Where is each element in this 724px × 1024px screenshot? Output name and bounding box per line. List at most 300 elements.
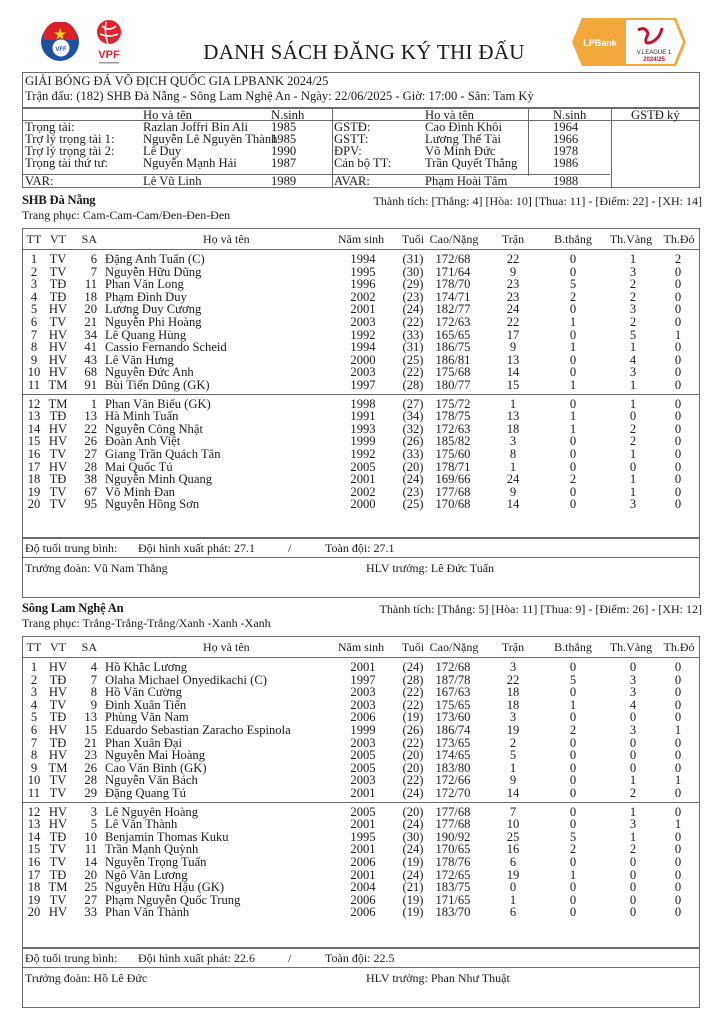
shirt-number-cell: 7 <box>90 672 97 687</box>
goals-cell: 0 <box>569 264 577 279</box>
height-weight-cell: 178/75 <box>435 409 471 424</box>
shirt-number-cell: 21 <box>84 735 97 750</box>
position-cell: TĐ <box>49 277 67 292</box>
player-name-cell: Lương Duy Cương <box>105 302 202 317</box>
matches-cell: 9 <box>509 264 517 279</box>
shirt-number-cell: 14 <box>84 854 97 869</box>
matches-cell: 7 <box>509 804 517 819</box>
column-header-hw: Cao/Nặng <box>429 640 479 654</box>
player-name-cell: Nguyễn Phi Hoàng <box>105 314 202 329</box>
red-cards-cell: 0 <box>674 484 682 499</box>
player-row <box>23 787 699 800</box>
team-name-home: SHB Đà Nẵng <box>22 193 96 207</box>
position-cell: TV <box>49 446 67 461</box>
yellow-cards-cell: 2 <box>629 289 637 304</box>
red-cards-cell: 0 <box>674 314 682 329</box>
team-record-home: Thành tích: [Thắng: 4] [Hòa: 10] [Thua: 11] - [Điểm: 22] - [XH: 14] <box>373 194 702 208</box>
yellow-cards-cell: 1 <box>629 340 637 355</box>
birth-year-cell: 2003 <box>350 697 376 712</box>
age-cell: (21) <box>402 880 424 895</box>
head-coach: HLV trưởng: Phan Như Thuật <box>366 971 510 985</box>
shirt-number-cell: 9 <box>90 697 97 712</box>
roster-body <box>23 250 699 511</box>
position-cell: HV <box>48 421 68 436</box>
player-number-cell: 16 <box>27 854 41 869</box>
height-weight-cell: 173/60 <box>435 710 471 725</box>
height-weight-cell: 172/66 <box>435 773 471 788</box>
official-name: Nguyễn Lê Nguyên Thành <box>143 132 278 146</box>
column-header-year: Năm sinh <box>337 232 385 246</box>
age-cell: (24) <box>402 842 424 857</box>
goals-cell: 0 <box>569 302 577 317</box>
goals-cell: 0 <box>569 748 577 763</box>
red-cards-cell: 0 <box>674 748 682 763</box>
yellow-cards-cell: 2 <box>629 785 637 800</box>
shirt-number-cell: 20 <box>84 302 97 317</box>
starters-subs-divider <box>23 802 699 803</box>
position-cell: HV <box>48 434 68 449</box>
red-cards-cell: 0 <box>674 365 682 380</box>
height-weight-cell: 175/68 <box>435 365 471 380</box>
player-name-cell: Lê Nguyên Hoàng <box>105 804 199 819</box>
player-number-cell: 17 <box>27 867 41 882</box>
matches-cell: 18 <box>506 421 520 436</box>
shirt-number-cell: 1 <box>90 396 97 411</box>
team-manager: Trưởng đoàn: Vũ Nam Thắng <box>25 561 168 575</box>
red-cards-cell: 0 <box>674 785 682 800</box>
matches-cell: 13 <box>506 352 520 367</box>
age-cell: (22) <box>402 735 424 750</box>
player-row <box>23 498 699 511</box>
matches-cell: 19 <box>506 722 520 737</box>
player-name-cell: Bùi Tiến Dũng (GK) <box>105 377 210 392</box>
player-name-cell: Hà Minh Tuấn <box>105 409 179 424</box>
birth-year-cell: 2004 <box>350 880 376 895</box>
age-cell: (34) <box>402 409 424 424</box>
shirt-number-cell: 29 <box>84 785 97 800</box>
matches-cell: 6 <box>509 905 517 920</box>
matches-cell: 19 <box>506 867 520 882</box>
yellow-cards-cell: 2 <box>629 434 637 449</box>
yellow-cards-cell: 3 <box>629 722 637 737</box>
yellow-cards-cell: 1 <box>629 829 637 844</box>
player-number-cell: 15 <box>27 434 41 449</box>
height-weight-cell: 171/65 <box>435 892 471 907</box>
roster-header <box>23 229 699 250</box>
competition-name: GIẢI BÓNG ĐÁ VÔ ĐỊCH QUỐC GIA LPBANK 2024/25 <box>25 74 329 88</box>
birth-year-cell: 1991 <box>350 409 376 424</box>
yellow-cards-cell: 4 <box>629 697 637 712</box>
goals-cell: 0 <box>569 396 577 411</box>
red-cards-cell: 0 <box>674 472 682 487</box>
official-year: 1978 <box>553 144 579 158</box>
player-row <box>23 278 699 291</box>
yellow-cards-cell: 0 <box>629 710 637 725</box>
matches-cell: 0 <box>509 880 517 895</box>
officials-header-year: N.sinh <box>271 108 305 122</box>
birth-year-cell: 2003 <box>350 735 376 750</box>
shirt-number-cell: 26 <box>84 760 97 775</box>
player-number-cell: 5 <box>30 710 38 725</box>
matches-cell: 10 <box>506 817 520 832</box>
goals-cell: 0 <box>569 497 577 512</box>
page-title: DANH SÁCH ĐĂNG KÝ THI ĐẤU <box>203 40 525 64</box>
shirt-number-cell: 13 <box>84 710 97 725</box>
column-header-vt: VT <box>50 640 66 654</box>
height-weight-cell: 174/71 <box>435 289 471 304</box>
player-name-cell: Ngô Văn Lương <box>105 867 188 882</box>
yellow-cards-cell: 2 <box>629 314 637 329</box>
birth-year-cell: 2005 <box>350 459 376 474</box>
birth-year-cell: 2001 <box>350 842 376 857</box>
position-cell: TĐ <box>49 710 67 725</box>
red-cards-cell: 0 <box>674 829 682 844</box>
matches-cell: 8 <box>509 446 517 461</box>
goals-cell: 0 <box>569 434 577 449</box>
officials-header-name: Họ và tên <box>143 108 192 122</box>
roster-header <box>23 637 699 658</box>
roster-body <box>23 658 699 919</box>
match-info-box <box>22 72 700 108</box>
official-year: 1990 <box>271 144 297 158</box>
yellow-cards-cell: 1 <box>629 252 637 266</box>
matches-cell: 18 <box>506 697 520 712</box>
goals-cell: 1 <box>569 409 577 424</box>
official-name: Lương Thế Tài <box>425 132 501 146</box>
column-header-sa: SA <box>81 232 97 246</box>
birth-year-cell: 2005 <box>350 804 376 819</box>
height-weight-cell: 186/75 <box>435 340 471 355</box>
goals-cell: 0 <box>569 817 577 832</box>
shirt-number-cell: 4 <box>90 660 97 674</box>
age-cell: (29) <box>402 277 424 292</box>
shirt-number-cell: 13 <box>84 409 97 424</box>
age-cell: (30) <box>402 829 424 844</box>
team-kit-away: Trang phục: Trắng-Trắng-Trắng/Xanh -Xanh -Xanh <box>22 616 271 630</box>
red-cards-cell: 0 <box>674 867 682 882</box>
player-name-cell: Giang Trần Quách Tân <box>105 446 221 461</box>
column-header-matches: Trận <box>501 640 525 654</box>
position-cell: TV <box>49 854 67 869</box>
red-cards-cell: 0 <box>674 804 682 819</box>
yellow-cards-cell: 0 <box>629 854 637 869</box>
column-header-red: Th.Đỏ <box>663 232 695 246</box>
red-cards-cell: 0 <box>674 409 682 424</box>
red-cards-cell: 0 <box>674 396 682 411</box>
player-name-cell: Lê Quang Hùng <box>105 327 187 342</box>
official-name: Cao Đình Khôi <box>425 120 502 134</box>
height-weight-cell: 183/75 <box>435 880 471 895</box>
player-number-cell: 12 <box>27 804 41 819</box>
player-name-cell: Phạm Nguyễn Quốc Trung <box>105 892 241 907</box>
position-cell: TM <box>48 377 68 392</box>
birth-year-cell: 2002 <box>350 484 376 499</box>
player-number-cell: 8 <box>30 340 38 355</box>
yellow-cards-cell: 3 <box>629 264 637 279</box>
red-cards-cell: 2 <box>674 252 682 266</box>
yellow-cards-cell: 0 <box>629 867 637 882</box>
matches-cell: 3 <box>509 710 517 725</box>
matches-cell: 14 <box>506 365 520 380</box>
red-cards-cell: 0 <box>674 854 682 869</box>
player-row <box>23 473 699 486</box>
position-cell: HV <box>48 804 68 819</box>
goals-cell: 0 <box>569 459 577 474</box>
player-number-cell: 7 <box>30 327 38 342</box>
red-cards-cell: 1 <box>674 722 682 737</box>
position-cell: TĐ <box>49 867 67 882</box>
position-cell: TĐ <box>49 409 67 424</box>
matches-cell: 13 <box>506 409 520 424</box>
height-weight-cell: 172/63 <box>435 314 471 329</box>
red-cards-cell: 0 <box>674 340 682 355</box>
red-cards-cell: 0 <box>674 880 682 895</box>
birth-year-cell: 2001 <box>350 660 376 674</box>
birth-year-cell: 2006 <box>350 710 376 725</box>
goals-cell: 0 <box>569 854 577 869</box>
goals-cell: 5 <box>569 829 577 844</box>
shirt-number-cell: 21 <box>84 314 97 329</box>
player-number-cell: 17 <box>27 459 41 474</box>
matches-cell: 9 <box>509 773 517 788</box>
age-cell: (27) <box>402 396 424 411</box>
column-header-yellow: Th.Vàng <box>609 640 653 654</box>
birth-year-cell: 2003 <box>350 314 376 329</box>
shirt-number-cell: 33 <box>84 905 97 920</box>
red-cards-cell: 0 <box>674 672 682 687</box>
official-role: GSTĐ: <box>334 120 371 134</box>
matches-cell: 1 <box>509 396 517 411</box>
birth-year-cell: 1992 <box>350 446 376 461</box>
matches-cell: 18 <box>506 685 520 700</box>
shirt-number-cell: 28 <box>84 459 97 474</box>
column-header-yellow: Th.Vàng <box>609 232 653 246</box>
player-number-cell: 13 <box>27 817 41 832</box>
goals-cell: 0 <box>569 880 577 895</box>
officials-header-name2: Họ và tên <box>425 108 474 122</box>
player-name-cell: Nguyễn Hồng Sơn <box>105 497 200 512</box>
player-number-cell: 16 <box>27 446 41 461</box>
goals-cell: 0 <box>569 892 577 907</box>
player-number-cell: 7 <box>30 735 38 750</box>
staff-away <box>22 968 700 1008</box>
yellow-cards-cell: 0 <box>629 748 637 763</box>
player-row <box>23 724 699 737</box>
yellow-cards-cell: 3 <box>629 685 637 700</box>
height-weight-cell: 169/66 <box>435 472 471 487</box>
birth-year-cell: 2001 <box>350 867 376 882</box>
player-name-cell: Phùng Văn Nam <box>105 710 189 725</box>
player-name-cell: Đoàn Anh Việt <box>105 434 181 449</box>
player-name-cell: Võ Minh Đan <box>105 484 175 499</box>
player-row <box>23 856 699 869</box>
age-cell: (22) <box>402 697 424 712</box>
birth-year-cell: 2001 <box>350 785 376 800</box>
player-row <box>23 881 699 894</box>
avg-age-label: Độ tuổi trung bình: <box>25 951 118 965</box>
position-cell: TV <box>49 497 67 512</box>
official-name: Lê Duy <box>143 144 182 158</box>
official-role: Trọng tài: <box>25 120 75 134</box>
player-name-cell: Nguyễn Mai Hoàng <box>105 748 206 763</box>
position-cell: HV <box>48 817 68 832</box>
age-cell: (32) <box>402 421 424 436</box>
player-name-cell: Phan Xuân Đại <box>105 735 182 750</box>
birth-year-cell: 1999 <box>350 434 376 449</box>
officials-header-signature: GSTĐ ký <box>631 108 680 122</box>
position-cell: HV <box>48 660 68 674</box>
goals-cell: 1 <box>569 340 577 355</box>
shirt-number-cell: 10 <box>84 829 97 844</box>
player-name-cell: Hồ Khắc Lương <box>105 660 188 674</box>
height-weight-cell: 170/68 <box>435 497 471 512</box>
staff-home <box>22 558 700 598</box>
matches-cell: 15 <box>506 377 520 392</box>
height-weight-cell: 177/68 <box>435 484 471 499</box>
shirt-number-cell: 91 <box>84 377 97 392</box>
yellow-cards-cell: 1 <box>629 773 637 788</box>
goals-cell: 5 <box>569 277 577 292</box>
matches-cell: 9 <box>509 484 517 499</box>
position-cell: TV <box>49 785 67 800</box>
red-cards-cell: 1 <box>674 327 682 342</box>
yellow-cards-cell: 2 <box>629 842 637 857</box>
player-number-cell: 10 <box>27 773 41 788</box>
yellow-cards-cell: 3 <box>629 672 637 687</box>
yellow-cards-cell: 5 <box>629 327 637 342</box>
player-name-cell: Eduardo Sebastian Zaracho Espinola <box>105 722 291 737</box>
player-number-cell: 2 <box>30 264 38 279</box>
starters-subs-divider <box>23 394 699 395</box>
age-cell: (24) <box>402 867 424 882</box>
official-name: Nguyễn Mạnh Hải <box>143 156 237 170</box>
age-cell: (26) <box>402 722 424 737</box>
goals-cell: 0 <box>569 685 577 700</box>
matches-cell: 23 <box>506 277 520 292</box>
red-cards-cell: 0 <box>674 352 682 367</box>
position-cell: HV <box>48 722 68 737</box>
player-name-cell: Cassio Fernando Scheid <box>105 340 227 355</box>
official-year: 1988 <box>553 174 579 188</box>
height-weight-cell: 186/81 <box>435 352 471 367</box>
birth-year-cell: 2001 <box>350 472 376 487</box>
player-number-cell: 6 <box>30 722 38 737</box>
official-role: Trợ lý trọng tài 2: <box>25 144 115 158</box>
birth-year-cell: 2003 <box>350 773 376 788</box>
matches-cell: 22 <box>506 672 520 687</box>
height-weight-cell: 186/74 <box>435 722 471 737</box>
age-cell: (22) <box>402 314 424 329</box>
column-header-red: Th.Đỏ <box>663 640 695 654</box>
birth-year-cell: 2006 <box>350 854 376 869</box>
shirt-number-cell: 5 <box>90 817 97 832</box>
shirt-number-cell: 6 <box>90 252 97 266</box>
red-cards-cell: 0 <box>674 289 682 304</box>
player-name-cell: Nguyễn Hữu Hậu (GK) <box>105 880 225 895</box>
age-cell: (25) <box>402 352 424 367</box>
column-header-hw: Cao/Nặng <box>429 232 479 246</box>
position-cell: TM <box>48 880 68 895</box>
age-cell: (19) <box>402 710 424 725</box>
goals-cell: 0 <box>569 365 577 380</box>
matches-cell: 24 <box>506 302 520 317</box>
height-weight-cell: 175/60 <box>435 446 471 461</box>
matches-cell: 14 <box>506 497 520 512</box>
yellow-cards-cell: 3 <box>629 365 637 380</box>
age-cell: (33) <box>402 446 424 461</box>
birth-year-cell: 2005 <box>350 748 376 763</box>
matches-cell: 22 <box>506 314 520 329</box>
height-weight-cell: 172/63 <box>435 421 471 436</box>
goals-cell: 1 <box>569 867 577 882</box>
matches-cell: 3 <box>509 660 517 674</box>
column-header-name: Họ và tên <box>203 232 250 246</box>
birth-year-cell: 1993 <box>350 421 376 436</box>
column-header-vt: VT <box>50 232 66 246</box>
shirt-number-cell: 41 <box>84 340 97 355</box>
official-role: GSTT: <box>334 132 369 146</box>
player-number-cell: 9 <box>30 352 38 367</box>
height-weight-cell: 173/65 <box>435 735 471 750</box>
shirt-number-cell: 8 <box>90 685 97 700</box>
goals-cell: 0 <box>569 352 577 367</box>
player-row <box>23 341 699 354</box>
player-number-cell: 1 <box>30 660 38 674</box>
player-row <box>23 253 699 266</box>
height-weight-cell: 178/76 <box>435 854 471 869</box>
head-coach: HLV trưởng: Lê Đức Tuấn <box>366 561 495 575</box>
height-weight-cell: 187/78 <box>435 672 471 687</box>
position-cell: TV <box>49 697 67 712</box>
matches-cell: 17 <box>506 327 520 342</box>
height-weight-cell: 165/65 <box>435 327 471 342</box>
player-name-cell: Nguyễn Trọng Tuấn <box>105 854 207 869</box>
player-name-cell: Phan Văn Biểu (GK) <box>105 396 211 411</box>
yellow-cards-cell: 0 <box>629 880 637 895</box>
red-cards-cell: 0 <box>674 685 682 700</box>
matches-cell: 3 <box>509 434 517 449</box>
age-cell: (20) <box>402 804 424 819</box>
shirt-number-cell: 38 <box>84 472 97 487</box>
matches-cell: 1 <box>509 760 517 775</box>
matches-cell: 6 <box>509 854 517 869</box>
age-cell: (25) <box>402 497 424 512</box>
player-name-cell: Lê Văn Hưng <box>105 352 174 367</box>
matches-cell: 5 <box>509 748 517 763</box>
shirt-number-cell: 11 <box>84 277 97 292</box>
position-cell: HV <box>48 748 68 763</box>
column-header-age: Tuổi <box>401 232 425 246</box>
red-cards-cell: 0 <box>674 842 682 857</box>
matches-cell: 16 <box>506 842 520 857</box>
column-header-age: Tuổi <box>401 640 425 654</box>
player-number-cell: 6 <box>30 314 38 329</box>
goals-cell: 5 <box>569 672 577 687</box>
age-cell: (28) <box>402 672 424 687</box>
vleague-logo-icon <box>570 16 688 68</box>
player-number-cell: 8 <box>30 748 38 763</box>
birth-year-cell: 2003 <box>350 685 376 700</box>
goals-cell: 0 <box>569 773 577 788</box>
goals-cell: 0 <box>569 446 577 461</box>
team-kit-home: Trang phục: Cam-Cam-Cam/Đen-Đen-Đen <box>22 208 231 222</box>
height-weight-cell: 172/68 <box>435 252 471 266</box>
age-cell: (23) <box>402 484 424 499</box>
column-header-goals: B.thắng <box>554 640 592 654</box>
player-name-cell: Trần Mạnh Quỳnh <box>105 842 199 857</box>
age-cell: (33) <box>402 327 424 342</box>
official-name: Razlan Joffri Bin Ali <box>143 120 249 134</box>
